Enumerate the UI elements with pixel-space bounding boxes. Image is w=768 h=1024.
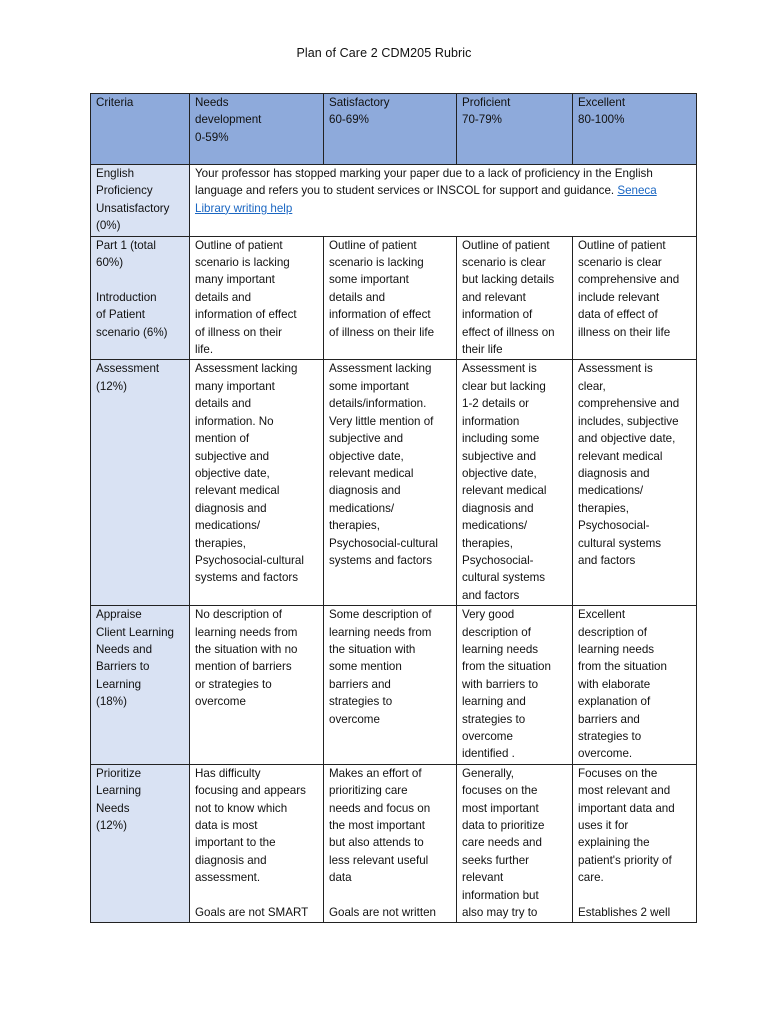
cell-appraise-excellent: Excellent description of learning needs from the situation with elaborate explanation of barriers and strategies to overcome. [573,606,697,765]
cell-prioritize-needs-development: Has difficulty focusing and appears not to know which data is most important to the diagnosis and assessment. Goals are not SMART [190,764,324,923]
cell-introduction-satisfactory: Outline of patient scenario is lacking some important details and information of effect of illness on their life [324,236,457,360]
criteria-english-proficiency: English Proficiency Unsatisfactory (0%) [91,165,190,237]
seneca-library-link[interactable]: Seneca Library writing help [195,184,657,215]
cell-prioritize-excellent: Focuses on the most relevant and important data and uses it for explaining the patient's priority of care. Establishes 2 well [573,764,697,923]
table-row-assessment [91,360,697,606]
english-proficiency-text: Your professor has stopped marking your paper due to a lack of proficiency in the English language and refers you to student services or INSCOL for support and guidance. [195,167,653,198]
criteria-appraise-learning-needs: Appraise Client Learning Needs and Barriers to Learning (18%) [91,606,190,765]
header-criteria: Criteria [91,94,190,165]
header-needs-development: Needs development 0-59% [190,94,324,165]
cell-introduction-needs-development: Outline of patient scenario is lacking many important details and information of effect of illness on their life. [190,236,324,360]
cell-appraise-needs-development: No description of learning needs from the situation with no mention of barriers or strategies to overcome [190,606,324,765]
criteria-introduction: Part 1 (total 60%) Introduction of Patient scenario (6%) [91,236,190,360]
cell-appraise-satisfactory: Some description of learning needs from the situation with some mention barriers and strategies to overcome [324,606,457,765]
criteria-assessment: Assessment (12%) [91,360,190,606]
cell-assessment-needs-development: Assessment lacking many important details and information. No mention of subjective and objective date, relevant medical diagnosis and medications/ therapies, Psychosocial-cultural systems and factors [190,360,324,606]
header-excellent: Excellent 80-100% [573,94,697,165]
header-proficient: Proficient 70-79% [457,94,573,165]
header-satisfactory: Satisfactory 60-69% [324,94,457,165]
table-row-appraise-learning-needs [91,606,697,765]
document-title: Plan of Care 2 CDM205 Rubric [296,46,472,60]
criteria-prioritize-learning-needs: Prioritize Learning Needs (12%) [91,764,190,923]
cell-appraise-proficient: Very good description of learning needs from the situation with barriers to learning and strategies to overcome identified . [457,606,573,765]
header-row [91,94,697,165]
cell-introduction-excellent: Outline of patient scenario is clear comprehensive and include relevant data of effect of illness on their life [573,236,697,360]
table-row-prioritize-learning-needs [91,764,697,923]
cell-assessment-proficient: Assessment is clear but lacking 1-2 details or information including some subjective and objective date, relevant medical diagnosis and medications/ therapies, Psychosocial- cultural systems and factors [457,360,573,606]
cell-prioritize-satisfactory: Makes an effort of prioritizing care needs and focus on the most important but also attends to less relevant useful data Goals are not written [324,764,457,923]
cell-prioritize-proficient: Generally, focuses on the most important data to prioritize care needs and seeks further relevant information but also may try to [457,764,573,923]
cell-assessment-excellent: Assessment is clear, comprehensive and includes, subjective and objective date, relevant medical diagnosis and medications/ therapies, Psychosocial- cultural systems and factors [573,360,697,606]
cell-assessment-satisfactory: Assessment lacking some important details/information. Very little mention of subjective and objective date, relevant medical diagnosis and medications/ therapies, Psychosocial-cultural systems and factors [324,360,457,606]
cell-introduction-proficient: Outline of patient scenario is clear but lacking details and relevant information of effect of illness on their life [457,236,573,360]
table-row-english-proficiency [91,165,697,237]
english-proficiency-description [190,165,697,237]
rubric-table [90,93,697,923]
table-row-introduction [91,236,697,360]
